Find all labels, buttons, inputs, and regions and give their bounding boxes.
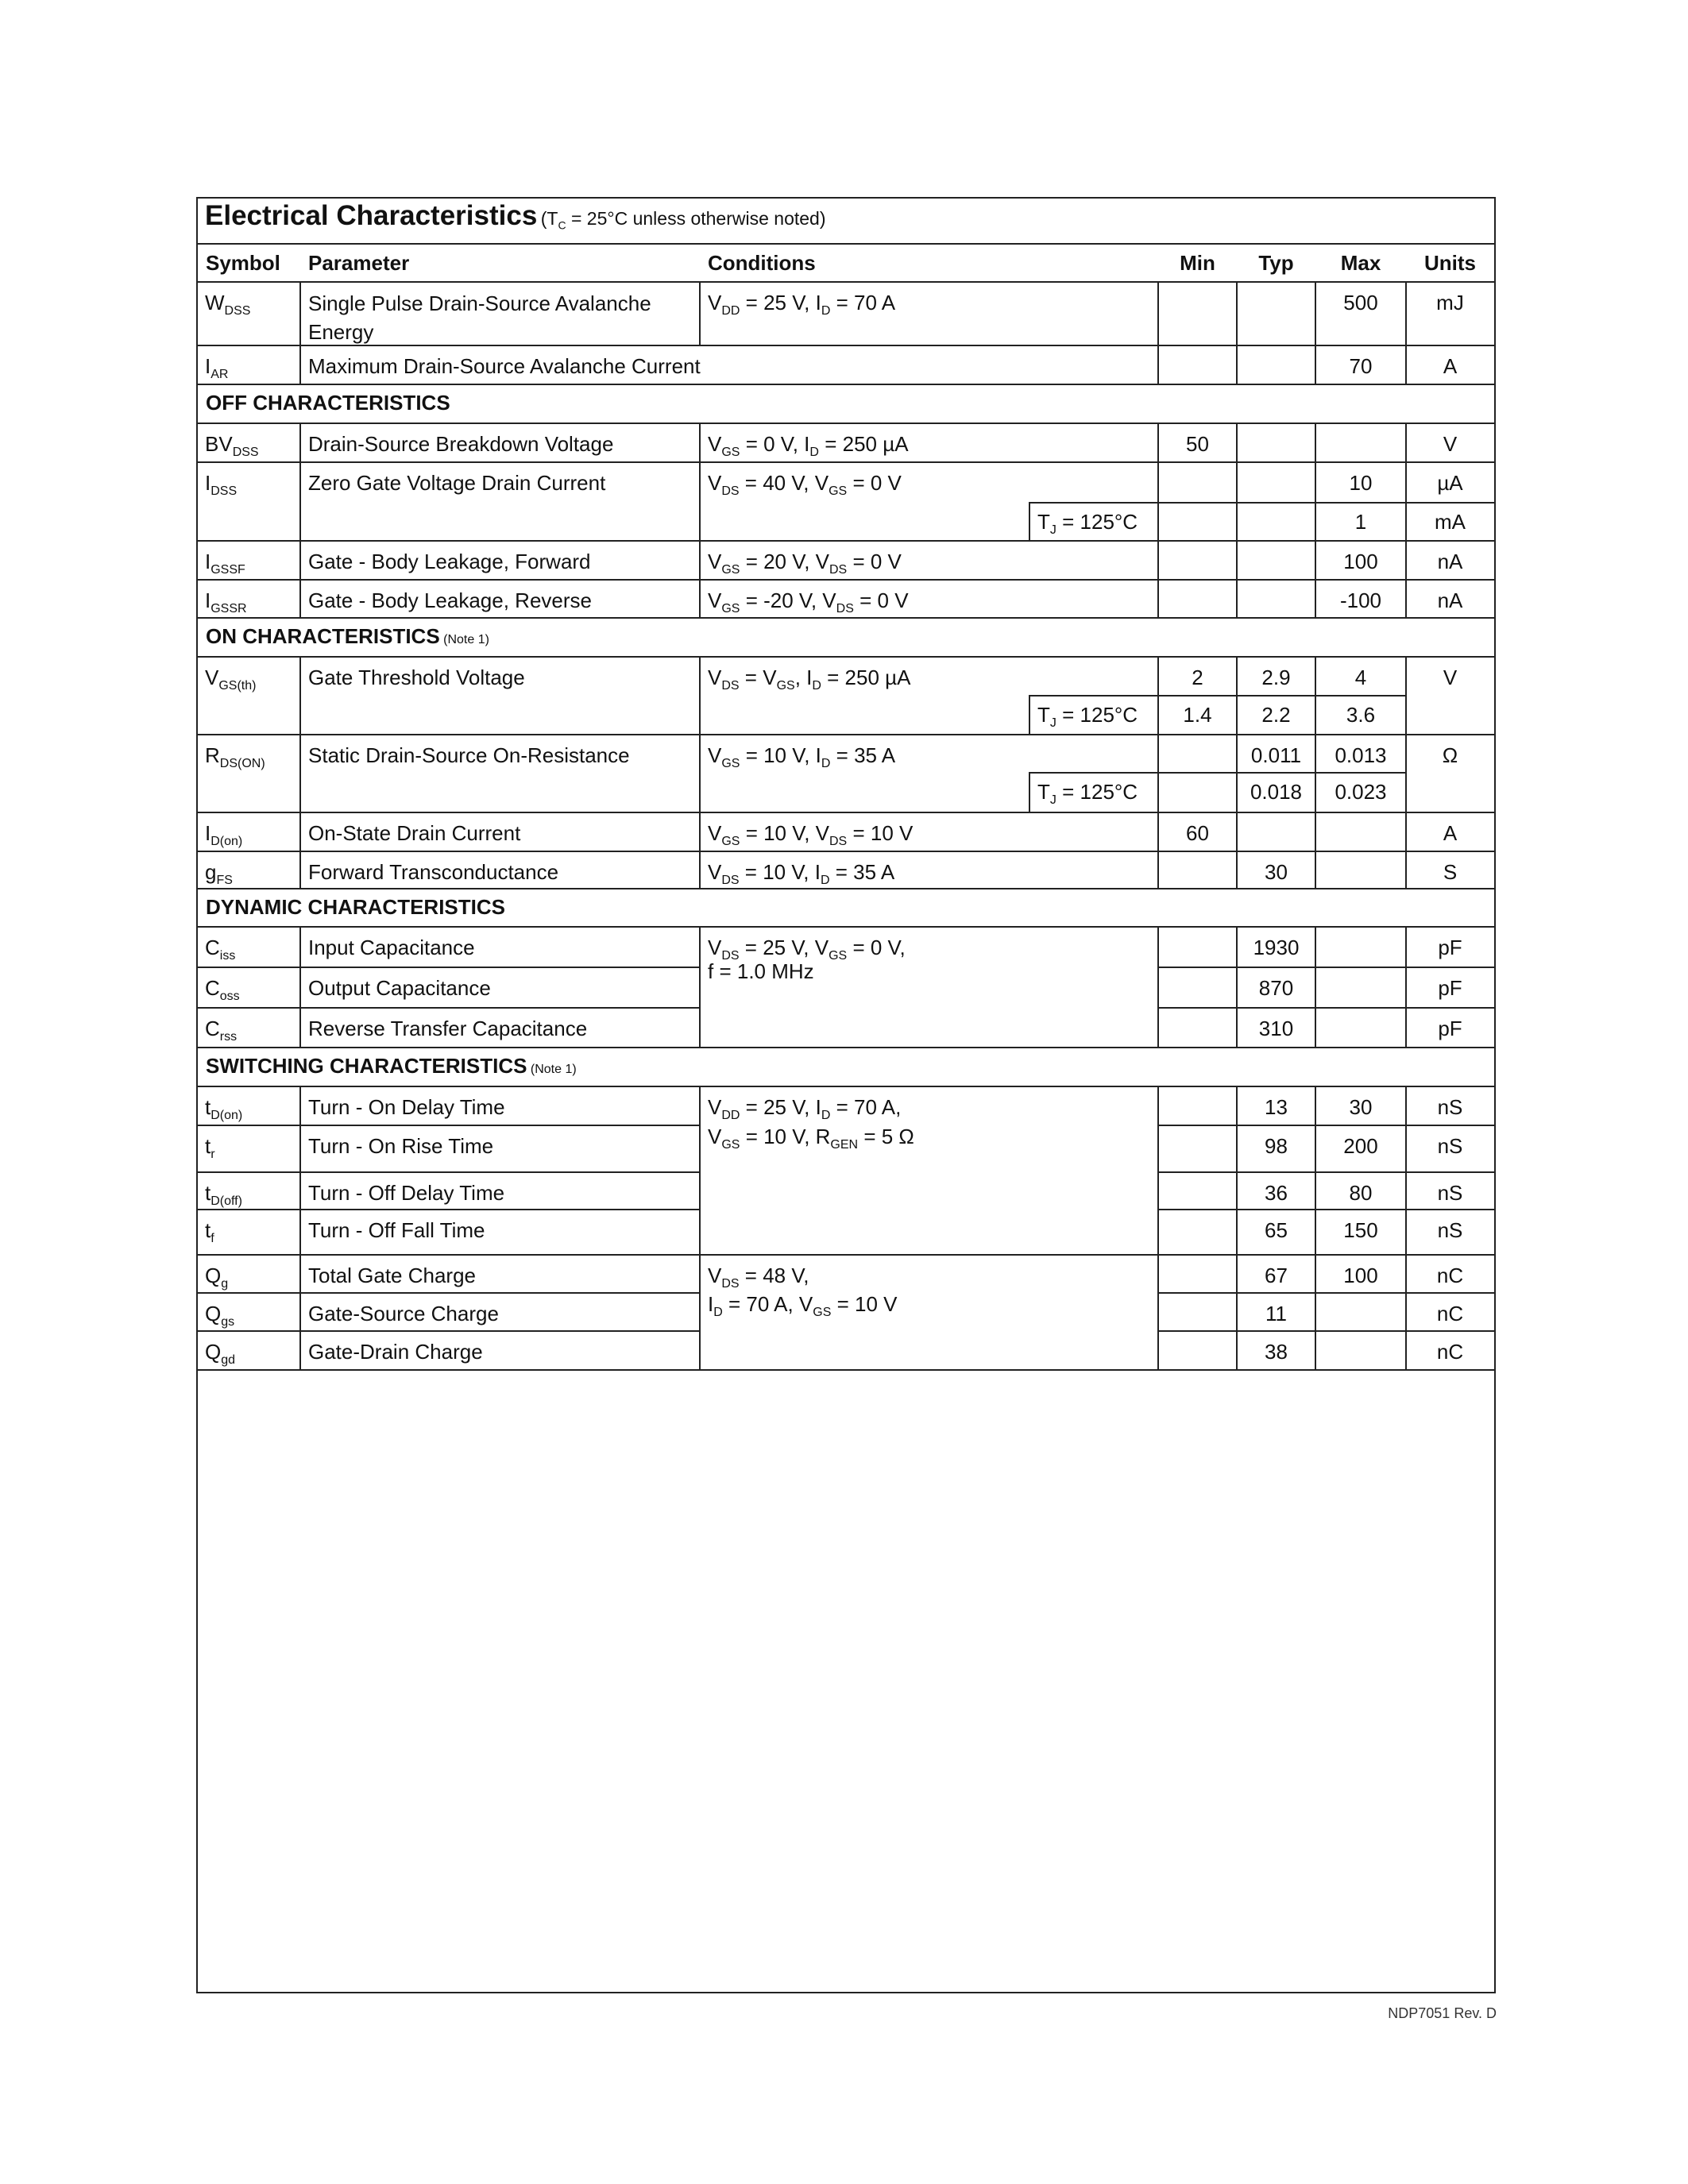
tr-parameter: Turn - On Rise Time: [308, 1134, 494, 1158]
column-divider: [299, 461, 301, 540]
document-revision: NDP7051 Rev. D: [1388, 2005, 1497, 2021]
column-divider: [299, 812, 301, 851]
column-header-units: Units: [1424, 251, 1476, 275]
column-divider: [1157, 1292, 1159, 1330]
igssr-max-value: -100: [1339, 588, 1382, 612]
row-divider: [198, 1254, 1494, 1256]
row-divider: [198, 345, 1494, 346]
row-divider: [198, 1047, 1494, 1048]
column-divider: [1315, 423, 1316, 461]
column-divider: [1315, 926, 1316, 967]
column-divider: [299, 926, 301, 967]
symbol-iar: $I_{AR}$: [205, 354, 229, 381]
column-divider: [1236, 967, 1238, 1007]
column-divider: [1236, 281, 1238, 345]
row-divider: [198, 1007, 700, 1009]
column-header-conditions: Conditions: [708, 251, 816, 275]
idon-min-value: 60: [1186, 821, 1209, 845]
column-divider: [1315, 579, 1316, 617]
column-divider: [1236, 1171, 1238, 1209]
column-divider: [1157, 1086, 1159, 1125]
rdson-tj-condition: $T_J = 125^\circ C$: [1037, 780, 1138, 807]
idon-parameter: On-State Drain Current: [308, 821, 521, 845]
column-divider: [1157, 461, 1159, 540]
row-divider: [198, 540, 1494, 542]
column-divider: [299, 281, 301, 345]
tdoff-max-value: 80: [1349, 1181, 1373, 1205]
vgsth-conditions: $V_{DS} = V_{GS}$, $I_D = 250$ µA: [708, 666, 911, 693]
column-divider: [299, 1209, 301, 1254]
column-divider: [1315, 461, 1316, 540]
column-divider: [1157, 926, 1159, 967]
row-divider: [1158, 1292, 1494, 1294]
idss-conditions: $V_{DS} = 40$ V, $V_{GS} = 0$ V: [708, 471, 902, 498]
column-divider: [1405, 1292, 1407, 1330]
qg-units-value: nC: [1436, 1264, 1464, 1287]
vgsth-parameter: Gate Threshold Voltage: [308, 666, 525, 689]
gfs-units-value: S: [1443, 860, 1458, 884]
column-header-typ: Typ: [1258, 251, 1294, 275]
column-divider: [1315, 656, 1316, 734]
symbol-qgs: $Q_{gs}$: [205, 1302, 235, 1329]
column-divider: [299, 851, 301, 888]
column-divider: [1157, 579, 1159, 617]
column-divider: [699, 734, 701, 812]
column-divider: [1157, 423, 1159, 461]
row-divider: [198, 384, 1494, 385]
column-divider: [1405, 656, 1407, 734]
column-divider: [699, 926, 701, 967]
column-divider: [699, 423, 701, 461]
ciss-typ-value: 1930: [1253, 936, 1300, 959]
crss-units-value: pF: [1438, 1017, 1462, 1040]
tf-parameter: Turn - Off Fall Time: [308, 1218, 485, 1242]
idss-units-value: µA: [1437, 471, 1463, 495]
qgs-parameter: Gate-Source Charge: [308, 1302, 499, 1325]
tr-units-value: nS: [1437, 1134, 1463, 1158]
section-dynamic-characteristics: DYNAMIC CHARACTERISTICS: [206, 895, 505, 919]
tf-units-value: nS: [1437, 1218, 1463, 1242]
rdson-typ2-value: 0.018: [1250, 780, 1303, 804]
tr-max-value: 200: [1343, 1134, 1378, 1158]
iar-units-value: A: [1443, 354, 1458, 378]
symbol-qgd: $Q_{gd}$: [205, 1340, 236, 1367]
subrow-divider: [1029, 502, 1494, 504]
column-divider: [1315, 1254, 1316, 1292]
symbol-coss: $C_{oss}$: [205, 976, 240, 1003]
row-divider: [198, 926, 1494, 928]
vgsth-max-value: 4: [1354, 666, 1367, 689]
crss-typ-value: 310: [1258, 1017, 1294, 1040]
row-divider: [198, 1171, 700, 1173]
igssr-conditions: $V_{GS} = -20$ V, $V_{DS} = 0$ V: [708, 588, 909, 615]
column-divider: [1236, 1254, 1238, 1292]
column-divider: [1405, 1086, 1407, 1125]
subrow-divider: [1029, 695, 1406, 696]
vgsth-typ2-value: 2.2: [1261, 703, 1291, 727]
column-divider: [1405, 423, 1407, 461]
column-divider: [299, 1254, 301, 1292]
column-divider: [699, 1171, 701, 1209]
gate-charge-conditions-line1: $V_{DS} = 48$ V,: [708, 1264, 809, 1291]
column-divider: [1315, 1171, 1316, 1209]
column-divider: [1405, 540, 1407, 579]
idon-conditions: $V_{GS} = 10$ V, $V_{DS} = 10$ V: [708, 821, 914, 848]
tdoff-typ-value: 36: [1265, 1181, 1288, 1205]
column-divider: [699, 1254, 701, 1292]
igssr-parameter: Gate - Body Leakage, Reverse: [308, 588, 592, 612]
row-divider: [198, 1086, 1494, 1087]
row-divider: [198, 1292, 700, 1294]
column-divider: [1236, 461, 1238, 540]
column-divider: [1315, 851, 1316, 888]
column-divider: [699, 1007, 701, 1047]
tdon-max-value: 30: [1349, 1095, 1373, 1119]
column-divider: [1157, 1330, 1159, 1369]
bvdss-min-value: 50: [1186, 432, 1209, 456]
ciss-parameter: Input Capacitance: [308, 936, 475, 959]
column-divider: [1315, 1086, 1316, 1125]
rdson-conditions: $V_{GS} = 10$ V, $I_D = 35$ A: [708, 743, 896, 770]
column-divider: [699, 461, 701, 540]
column-divider: [1236, 851, 1238, 888]
column-divider: [1029, 502, 1030, 540]
column-divider: [1157, 656, 1159, 734]
column-divider: [699, 281, 701, 345]
column-divider: [699, 812, 701, 851]
column-divider: [299, 423, 301, 461]
qgd-units-value: nC: [1436, 1340, 1464, 1364]
igssr-units-value: nA: [1437, 588, 1463, 612]
column-divider: [1157, 1171, 1159, 1209]
row-divider: [198, 851, 1494, 852]
column-divider: [1236, 1292, 1238, 1330]
column-divider: [1236, 656, 1238, 734]
rdson-max-value: 0.013: [1335, 743, 1387, 767]
symbol-idss: $I_{DSS}$: [205, 471, 238, 498]
column-divider: [299, 656, 301, 734]
row-divider: [198, 1369, 1494, 1371]
coss-typ-value: 870: [1258, 976, 1294, 1000]
column-divider: [1236, 812, 1238, 851]
symbol-crss: $C_{rss}$: [205, 1017, 238, 1044]
qgd-typ-value: 38: [1265, 1340, 1288, 1364]
bvdss-units-value: V: [1443, 432, 1458, 456]
column-divider: [699, 656, 701, 734]
switching-conditions-line2: $V_{GS} = 10$ V, $R_{GEN} = 5$ Ω: [708, 1125, 914, 1152]
rdson-typ-value: 0.011: [1250, 743, 1302, 767]
tdoff-parameter: Turn - Off Delay Time: [308, 1181, 505, 1205]
column-divider: [1157, 345, 1159, 384]
column-divider: [1236, 423, 1238, 461]
ciss-units-value: pF: [1438, 936, 1462, 959]
gfs-parameter: Forward Transconductance: [308, 860, 559, 884]
column-header-symbol: Symbol: [206, 251, 280, 275]
row-divider: [1158, 1007, 1494, 1009]
qg-typ-value: 67: [1265, 1264, 1288, 1287]
bvdss-conditions: $V_{GS} = 0$ V, $I_D = 250$ µA: [708, 432, 909, 459]
tf-max-value: 150: [1343, 1218, 1378, 1242]
row-divider: [198, 579, 1494, 581]
row-divider: [198, 734, 1494, 735]
section-off-characteristics: OFF CHARACTERISTICS: [206, 391, 450, 415]
row-divider: [198, 1125, 700, 1126]
header-top-line: [198, 243, 1494, 245]
rdson-max2-value: 0.023: [1335, 780, 1387, 804]
row-divider: [1158, 967, 1494, 968]
tdon-units-value: nS: [1437, 1095, 1463, 1119]
idss-units2-value: mA: [1435, 510, 1466, 534]
column-divider: [1236, 1007, 1238, 1047]
column-divider: [1157, 1254, 1159, 1292]
column-divider: [1405, 1007, 1407, 1047]
column-divider: [299, 540, 301, 579]
symbol-tr: $t_r$: [205, 1134, 215, 1161]
column-divider: [699, 1330, 701, 1369]
column-divider: [1157, 1125, 1159, 1171]
symbol-rdson: $R_{DS(ON)}$: [205, 743, 265, 770]
column-header-min: Min: [1180, 251, 1215, 275]
iar-parameter: Maximum Drain-Source Avalanche Current: [308, 354, 701, 378]
symbol-tdon: $t_{D(on)}$: [205, 1095, 243, 1122]
symbol-ciss: $C_{iss}$: [205, 936, 236, 963]
column-divider: [1405, 579, 1407, 617]
row-divider: [198, 423, 1494, 424]
column-divider: [1315, 1209, 1316, 1254]
igssf-parameter: Gate - Body Leakage, Forward: [308, 550, 591, 573]
symbol-tdoff: $t_{D(off)}$: [205, 1181, 242, 1208]
row-divider: [198, 617, 1494, 619]
column-divider: [1315, 734, 1316, 812]
coss-parameter: Output Capacitance: [308, 976, 491, 1000]
vgsth-tj-condition: $T_J = 125^\circ C$: [1037, 703, 1138, 730]
rdson-parameter: Static Drain-Source On-Resistance: [308, 743, 630, 767]
header-bottom-line: [198, 281, 1494, 283]
column-divider: [299, 734, 301, 812]
column-divider: [1236, 734, 1238, 812]
row-divider: [1158, 1209, 1494, 1210]
idon-units-value: A: [1443, 821, 1458, 845]
row-divider: [198, 1209, 700, 1210]
column-divider: [1405, 926, 1407, 967]
symbol-wdss: $W_{DSS}$: [205, 291, 251, 318]
tf-typ-value: 65: [1265, 1218, 1288, 1242]
subrow-divider: [1029, 772, 1406, 774]
column-header-max: Max: [1340, 251, 1381, 275]
column-divider: [1405, 1171, 1407, 1209]
vgsth-min2-value: 1.4: [1183, 703, 1212, 727]
column-divider: [1405, 967, 1407, 1007]
column-divider: [299, 579, 301, 617]
column-divider: [699, 1292, 701, 1330]
column-divider: [1405, 851, 1407, 888]
igssf-units-value: nA: [1437, 550, 1463, 573]
wdss-parameter: Single Pulse Drain-Source Avalanche Energy: [308, 291, 651, 344]
gate-charge-conditions-line2: $I_D = 70$ A, $V_{GS} = 10$ V: [708, 1292, 898, 1319]
rdson-units-value: Ω: [1442, 743, 1458, 767]
igssf-conditions: $V_{GS} = 20$ V, $V_{DS} = 0$ V: [708, 550, 902, 577]
table-title: [205, 200, 826, 232]
column-divider: [1157, 851, 1159, 888]
column-divider: [1405, 1330, 1407, 1369]
column-divider: [1236, 1086, 1238, 1125]
symbol-tf: $t_f$: [205, 1218, 214, 1245]
column-divider: [1405, 345, 1407, 384]
gfs-typ-value: 30: [1265, 860, 1288, 884]
iar-max-value: 70: [1349, 354, 1373, 378]
wdss-max-value: 500: [1343, 291, 1378, 314]
idss-tj-condition: $T_J = 125^\circ C$: [1037, 510, 1138, 537]
column-divider: [699, 1209, 701, 1254]
wdss-conditions: $V_{DD} = 25$ V, $I_D = 70$ A: [708, 291, 896, 318]
column-divider: [1315, 1007, 1316, 1047]
column-divider: [1157, 967, 1159, 1007]
column-divider: [1236, 345, 1238, 384]
row-divider: [198, 812, 1494, 813]
column-divider: [1157, 1209, 1159, 1254]
column-divider: [1236, 579, 1238, 617]
column-divider: [1157, 812, 1159, 851]
column-divider: [1157, 281, 1159, 345]
symbol-idon: $I_{D(on)}$: [205, 821, 243, 848]
column-divider: [1236, 1209, 1238, 1254]
column-divider: [1236, 540, 1238, 579]
column-divider: [1315, 281, 1316, 345]
bvdss-parameter: Drain-Source Breakdown Voltage: [308, 432, 614, 456]
column-divider: [1029, 772, 1030, 812]
column-divider: [1405, 734, 1407, 812]
tr-typ-value: 98: [1265, 1134, 1288, 1158]
vgsth-max2-value: 3.6: [1346, 703, 1376, 727]
column-divider: [1315, 967, 1316, 1007]
column-divider: [299, 1086, 301, 1125]
vgsth-units-value: V: [1443, 666, 1458, 689]
column-divider: [1405, 1209, 1407, 1254]
symbol-igssf: $I_{GSSF}$: [205, 550, 245, 577]
column-divider: [299, 1171, 301, 1209]
symbol-qg: $Q_g$: [205, 1264, 229, 1291]
column-divider: [1157, 734, 1159, 812]
column-divider: [1405, 1125, 1407, 1171]
column-divider: [1315, 1292, 1316, 1330]
column-header-parameter: Parameter: [308, 251, 410, 275]
symbol-bvdss: $BV_{DSS}$: [205, 432, 259, 459]
title-condition: ($T_C = 25^\circ C$ unless otherwise noted): [540, 208, 826, 232]
column-divider: [1405, 281, 1407, 345]
coss-units-value: pF: [1438, 976, 1462, 1000]
vgsth-typ-value: 2.9: [1261, 666, 1291, 689]
vgsth-min-value: 2: [1192, 666, 1203, 689]
column-divider: [299, 1125, 301, 1171]
row-divider: [1158, 1125, 1494, 1126]
column-divider: [1315, 812, 1316, 851]
dynamic-conditions-line2: f = 1.0 MHz: [708, 959, 814, 983]
column-divider: [699, 1086, 701, 1125]
column-divider: [1236, 1125, 1238, 1171]
wdss-units-value: mJ: [1436, 291, 1464, 314]
igssf-max-value: 100: [1343, 550, 1378, 573]
qgd-parameter: Gate-Drain Charge: [308, 1340, 483, 1364]
column-divider: [1405, 812, 1407, 851]
qgs-units-value: nC: [1436, 1302, 1464, 1325]
column-divider: [699, 1125, 701, 1171]
symbol-gfs: $g_{FS}$: [205, 860, 233, 887]
column-divider: [699, 540, 701, 579]
symbol-igssr: $I_{GSSR}$: [205, 588, 247, 615]
row-divider: [198, 888, 1494, 889]
row-divider: [1158, 1330, 1494, 1332]
column-divider: [699, 851, 701, 888]
column-divider: [699, 579, 701, 617]
dynamic-conditions-line1: $V_{DS} = 25$ V, $V_{GS} = 0$ V,: [708, 936, 906, 963]
title-text: Electrical Characteristics: [205, 200, 538, 231]
column-divider: [299, 967, 301, 1007]
idss-parameter: Zero Gate Voltage Drain Current: [308, 471, 606, 495]
row-divider: [198, 656, 1494, 658]
column-divider: [299, 345, 301, 384]
column-divider: [1157, 1007, 1159, 1047]
row-divider: [198, 461, 1494, 463]
column-divider: [1405, 461, 1407, 540]
row-divider: [1158, 1171, 1494, 1173]
column-divider: [1029, 695, 1030, 734]
tdoff-units-value: nS: [1437, 1181, 1463, 1205]
symbol-vgsth: $V_{GS(th)}$: [205, 666, 257, 693]
column-divider: [1405, 1254, 1407, 1292]
column-divider: [299, 1007, 301, 1047]
row-divider: [198, 967, 700, 968]
switching-conditions-line1: $V_{DD} = 25$ V, $I_D = 70$ A,: [708, 1095, 902, 1122]
column-divider: [699, 967, 701, 1007]
tdon-typ-value: 13: [1265, 1095, 1288, 1119]
column-divider: [1157, 540, 1159, 579]
column-divider: [299, 1292, 301, 1330]
column-divider: [1315, 540, 1316, 579]
section-switching-characteristics: SWITCHING CHARACTERISTICS (Note 1): [206, 1054, 577, 1078]
idss-max-value: 10: [1349, 471, 1373, 495]
qgs-typ-value: 11: [1265, 1302, 1287, 1325]
section-on-characteristics: ON CHARACTERISTICS (Note 1): [206, 624, 489, 648]
row-divider: [198, 1330, 700, 1332]
column-divider: [1236, 1330, 1238, 1369]
column-divider: [1315, 1330, 1316, 1369]
column-divider: [1236, 926, 1238, 967]
column-divider: [1315, 1125, 1316, 1171]
column-divider: [299, 1330, 301, 1369]
column-divider: [1315, 345, 1316, 384]
tdon-parameter: Turn - On Delay Time: [308, 1095, 505, 1119]
gfs-conditions: $V_{DS} = 10$ V, $I_D = 35$ A: [708, 860, 895, 887]
qg-parameter: Total Gate Charge: [308, 1264, 477, 1287]
qg-max-value: 100: [1343, 1264, 1378, 1287]
crss-parameter: Reverse Transfer Capacitance: [308, 1017, 588, 1040]
idss-max2-value: 1: [1354, 510, 1367, 534]
